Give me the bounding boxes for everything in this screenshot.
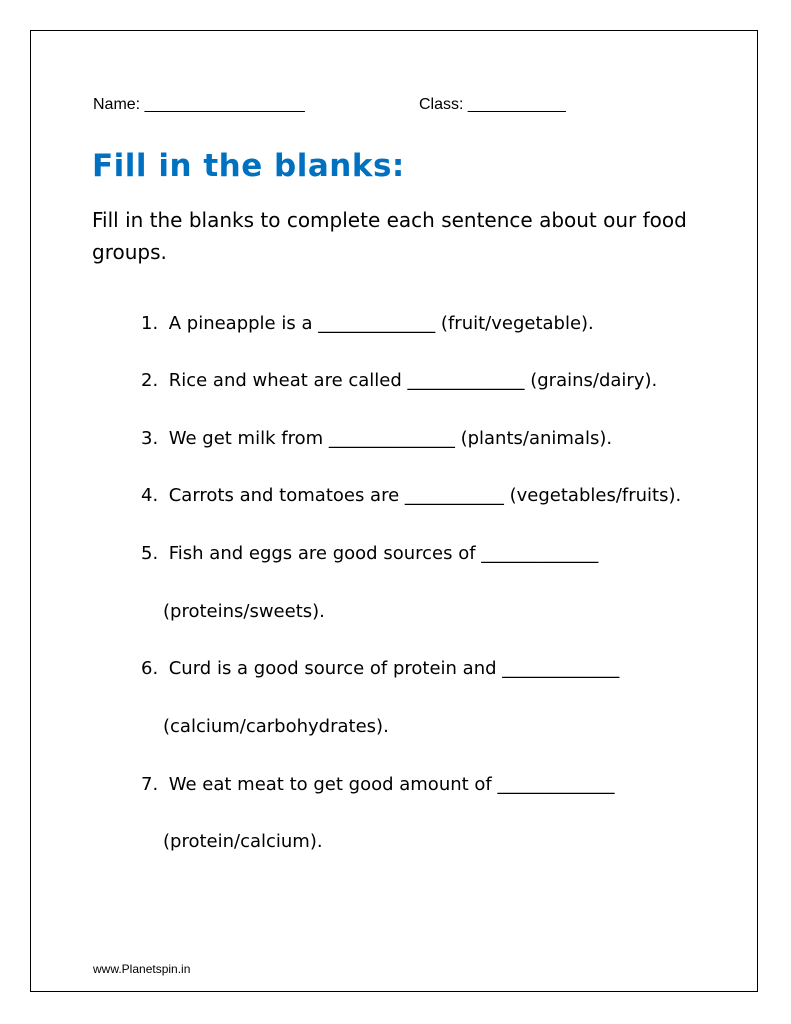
question-5-options: (proteins/sweets). bbox=[163, 601, 325, 622]
question-text: Curd is a good source of protein and _____________ bbox=[168, 658, 620, 679]
question-number: 4. bbox=[141, 485, 159, 506]
footer-website: www.Planetspin.in bbox=[93, 962, 191, 976]
question-number: 1. bbox=[141, 313, 159, 334]
question-number: 2. bbox=[141, 370, 159, 391]
instructions: Fill in the blanks to complete each sentence about our food groups. bbox=[92, 208, 687, 264]
question-7-options: (protein/calcium). bbox=[163, 831, 323, 852]
question-text: A pineapple is a _____________ (fruit/vegetable). bbox=[168, 313, 594, 334]
question-text: Carrots and tomatoes are ___________ (vegetables/fruits). bbox=[168, 485, 682, 506]
question-number: 7. bbox=[141, 774, 159, 795]
question-text: Rice and wheat are called _____________ (grains/dairy). bbox=[168, 370, 658, 391]
question-3 bbox=[141, 428, 612, 449]
question-text: We get milk from ______________ (plants/animals). bbox=[168, 428, 613, 449]
question-text: We eat meat to get good amount of _____________ bbox=[168, 774, 615, 795]
question-6-options: (calcium/carbohydrates). bbox=[163, 716, 389, 737]
question-text: Fish and eggs are good sources of _____________ bbox=[168, 543, 599, 564]
question-number: 6. bbox=[141, 658, 159, 679]
question-4 bbox=[141, 485, 681, 506]
question-1 bbox=[141, 313, 594, 334]
question-2 bbox=[141, 370, 657, 391]
question-6 bbox=[141, 658, 619, 679]
name-line: Name: __________________ bbox=[93, 96, 305, 113]
question-number: 3. bbox=[141, 428, 159, 449]
question-number: 5. bbox=[141, 543, 159, 564]
page-title: Fill in the blanks: bbox=[92, 148, 405, 184]
class-line: Class: ___________ bbox=[419, 96, 566, 113]
question-5 bbox=[141, 543, 598, 564]
question-7 bbox=[141, 774, 615, 795]
